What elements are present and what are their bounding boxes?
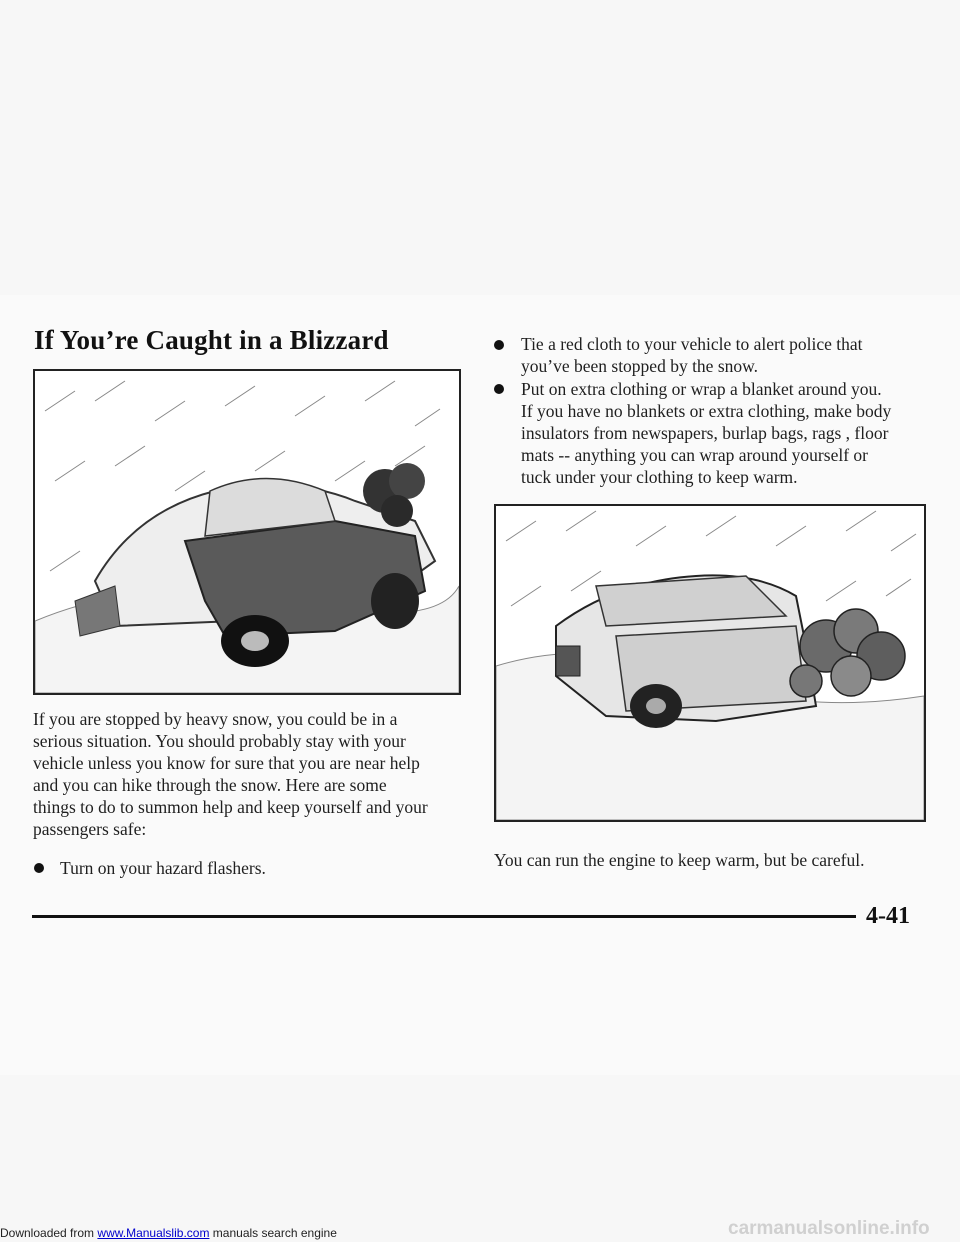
intro-paragraph bbox=[33, 708, 473, 840]
manualslib-link[interactable]: www.Manualslib.com bbox=[97, 1226, 210, 1240]
section-heading: If You’re Caught in a Blizzard bbox=[34, 325, 389, 355]
bullet-icon bbox=[34, 863, 44, 873]
closing-text: You can run the engine to keep warm, but be careful. bbox=[494, 850, 865, 870]
intro-line: vehicle unless you know for sure that you are near help bbox=[33, 753, 420, 773]
bullet-line: mats -- anything you can wrap around yourself or bbox=[521, 445, 868, 465]
bullet-icon bbox=[494, 340, 504, 350]
watermark: carmanualsonline.info bbox=[728, 1218, 930, 1239]
car-with-exhaust-in-snow-illustration bbox=[494, 504, 926, 822]
bullet-line: Tie a red cloth to your vehicle to alert police that bbox=[521, 334, 863, 354]
download-footer bbox=[0, 1226, 337, 1240]
bullet-hazard-flashers: Turn on your hazard flashers. bbox=[60, 858, 266, 878]
intro-line: serious situation. You should probably stay with your bbox=[33, 731, 406, 751]
footer-rule bbox=[32, 915, 856, 918]
intro-line: passengers safe: bbox=[33, 819, 147, 839]
bullet-extra-clothing bbox=[521, 378, 946, 488]
bullet-line: you’ve been stopped by the snow. bbox=[521, 356, 759, 376]
intro-line: things to do to summon help and keep yourself and your bbox=[33, 797, 428, 817]
bullet-icon bbox=[494, 384, 504, 394]
car-stuck-in-snow-illustration bbox=[33, 369, 461, 695]
page-number: 4-41 bbox=[866, 903, 910, 929]
bullet-line: tuck under your clothing to keep warm. bbox=[521, 467, 798, 487]
blizzard-scene-right bbox=[496, 506, 924, 820]
intro-line: If you are stopped by heavy snow, you could be in a bbox=[33, 709, 398, 729]
bullet-line: If you have no blankets or extra clothing, make body bbox=[521, 401, 892, 421]
blizzard-scene-left bbox=[35, 371, 459, 693]
footer-suffix: manuals search engine bbox=[212, 1226, 337, 1240]
bullet-line: Put on extra clothing or wrap a blanket around you. bbox=[521, 379, 882, 399]
bullet-red-cloth bbox=[521, 333, 941, 377]
bullet-line: insulators from newspapers, burlap bags, rags , floor bbox=[521, 423, 889, 443]
footer-prefix: Downloaded from bbox=[0, 1226, 95, 1240]
intro-line: and you can hike through the snow. Here are some bbox=[33, 775, 387, 795]
